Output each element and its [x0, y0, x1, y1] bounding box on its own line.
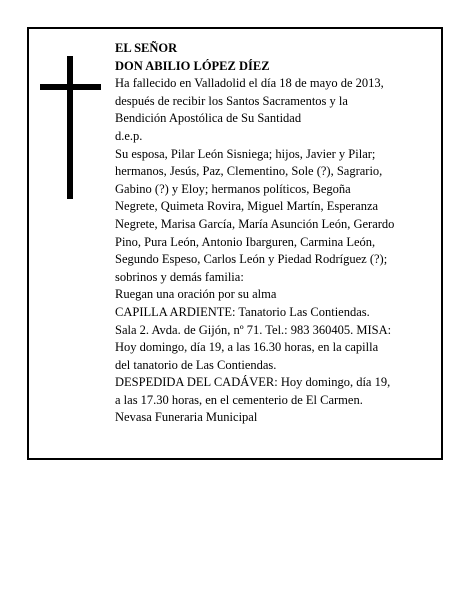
funeral-home-name: Nevasa Funeraria Municipal	[115, 410, 258, 425]
prayer-request: Ruegan una oración por su alma	[115, 287, 277, 302]
family-line: hermanos, Jesús, Paz, Clementino, Sole (?), Sagrario,	[115, 164, 383, 179]
family-line: Segundo Espeso, Carlos León y Piedad Rodríguez (?);	[115, 252, 388, 267]
deceased-name: DON ABILIO LÓPEZ DÍEZ	[115, 58, 270, 73]
family-line: Negrete, Quimeta Rovira, Miguel Martín, Esperanza	[115, 199, 379, 214]
family-line: Negrete, Marisa García, María Asunción León, Gerardo	[115, 216, 395, 231]
chapel-info-line: CAPILLA ARDIENTE: Tanatorio Las Contiendas.	[115, 304, 370, 319]
family-line: Gabino (?) y Eloy; hermanos políticos, Begoña	[115, 181, 351, 196]
mass-info-line: Hoy domingo, día 19, a las 16.30 horas, en la capilla	[115, 340, 379, 355]
obituary-notice	[27, 27, 443, 460]
cross-vertical-bar	[67, 56, 73, 199]
family-line: Su esposa, Pilar León Sisniega; hijos, Javier y Pilar;	[115, 146, 376, 161]
notice-text	[115, 40, 441, 427]
death-announcement-line: Bendición Apostólica de Su Santidad	[115, 111, 302, 126]
mass-info-line: del tanatorio de Las Contiendas.	[115, 357, 277, 372]
family-line: Pino, Pura León, Antonio Ibarguren, Carmina León,	[115, 234, 376, 249]
rip-abbreviation: d.e.p.	[115, 128, 143, 143]
farewell-info-line: a las 17.30 horas, en el cementerio de El Carmen.	[115, 392, 363, 407]
farewell-info-line: DESPEDIDA DEL CADÁVER: Hoy domingo, día 19,	[115, 375, 391, 390]
death-announcement-line: después de recibir los Santos Sacramentos y la	[115, 93, 348, 108]
death-announcement-line: Ha fallecido en Valladolid el día 18 de mayo de 2013,	[115, 76, 384, 91]
chapel-info-line: Sala 2. Avda. de Gijón, nº 71. Tel.: 983 360405. MISA:	[115, 322, 392, 337]
notice-heading: EL SEÑOR	[115, 41, 178, 55]
cross-horizontal-bar	[40, 84, 101, 90]
family-line: sobrinos y demás familia:	[115, 269, 244, 284]
